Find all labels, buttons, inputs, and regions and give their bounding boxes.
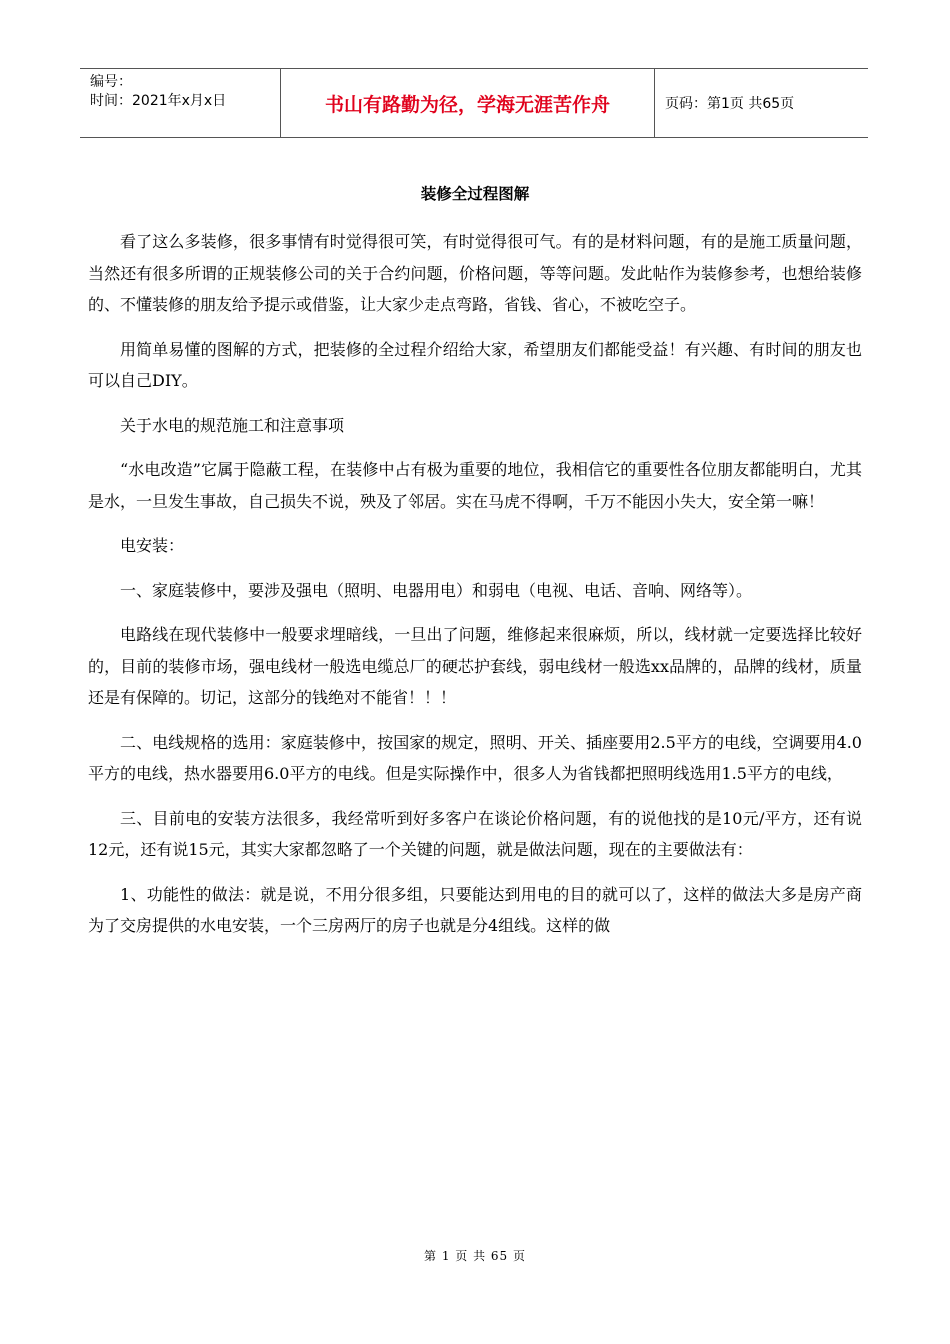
page-footer: 第 1 页 共 65 页 [424,1249,526,1263]
paragraph: 三、目前电的安装方法很多，我经常听到好多客户在谈论价格问题，有的说他找的是10元/平方，还有说12元，还有说15元，其实大家都忽略了一个关键的问题，就是做法问题，现在的主要做法有： [88,808,862,859]
paragraph: “水电改造”它属于隐蔽工程，在装修中占有极为重要的地位，我相信它的重要性各位朋友都能明白，尤其是水，一旦发生事故，自己损失不说，殃及了邻居。实在马虎不得啊，千万不能因小失大，安全第一嘛！ [88,460,862,511]
document-body [88,226,862,955]
header-meta [80,69,281,137]
document-title: 装修全过程图解 [420,185,530,203]
paragraph: 1、功能性的做法：就是说，不用分很多组，只要能达到用电的目的就可以了，这样的做法大多是房产商为了交房提供的水电安装，一个三房两厅的房子也就是分4组线。这样的做 [88,884,862,935]
header-motto: 书山有路勤为径，学海无涯苦作舟 [281,69,655,137]
section-heading: 关于水电的规范施工和注意事项 [120,415,345,435]
paragraph: 看了这么多装修，很多事情有时觉得很可笑，有时觉得很可气。有的是材料问题，有的是施工质量问题，当然还有很多所谓的正规装修公司的关于合约问题，价格问题，等等问题。发此帖作为装修参考，也想给装修的、不懂装修的朋友给予提示或借鉴，让大家少走点弯路，省钱、省心，不被吃空子。 [88,232,862,314]
document-number-label: 编号： [90,74,132,90]
paragraph: 一、家庭装修中，要涉及强电（照明、电器用电）和弱电（电视、电话、音响、网络等）。 [120,580,753,600]
paragraph: 二、电线规格的选用：家庭装修中，按国家的规定，照明、开关、插座要用2.5平方的电线，空调要用4.0平方的电线，热水器要用6.0平方的电线。但是实际操作中，很多人为省钱都把照明线选用1.5平方的电线， [88,732,862,783]
section-heading: 电安装： [120,536,185,555]
page-header [80,68,868,138]
paragraph: 电路线在现代装修中一般要求埋暗线，一旦出了问题，维修起来很麻烦，所以，线材就一定要选择比较好的，目前的装修市场，强电线材一般选电缆总厂的硬芯护套线，弱电线材一般选xx品牌的，品牌的线材，质量还是有保障的。切记，这部分的钱绝对不能省！！！ [88,625,862,707]
header-page-info: 页码：第1页 共65页 [665,96,795,112]
document-time: 时间：2021年x月x日 [90,93,227,109]
paragraph: 用简单易懂的图解的方式，把装修的全过程介绍给大家，希望朋友们都能受益！有兴趣、有时间的朋友也可以自己DIY。 [88,339,862,390]
